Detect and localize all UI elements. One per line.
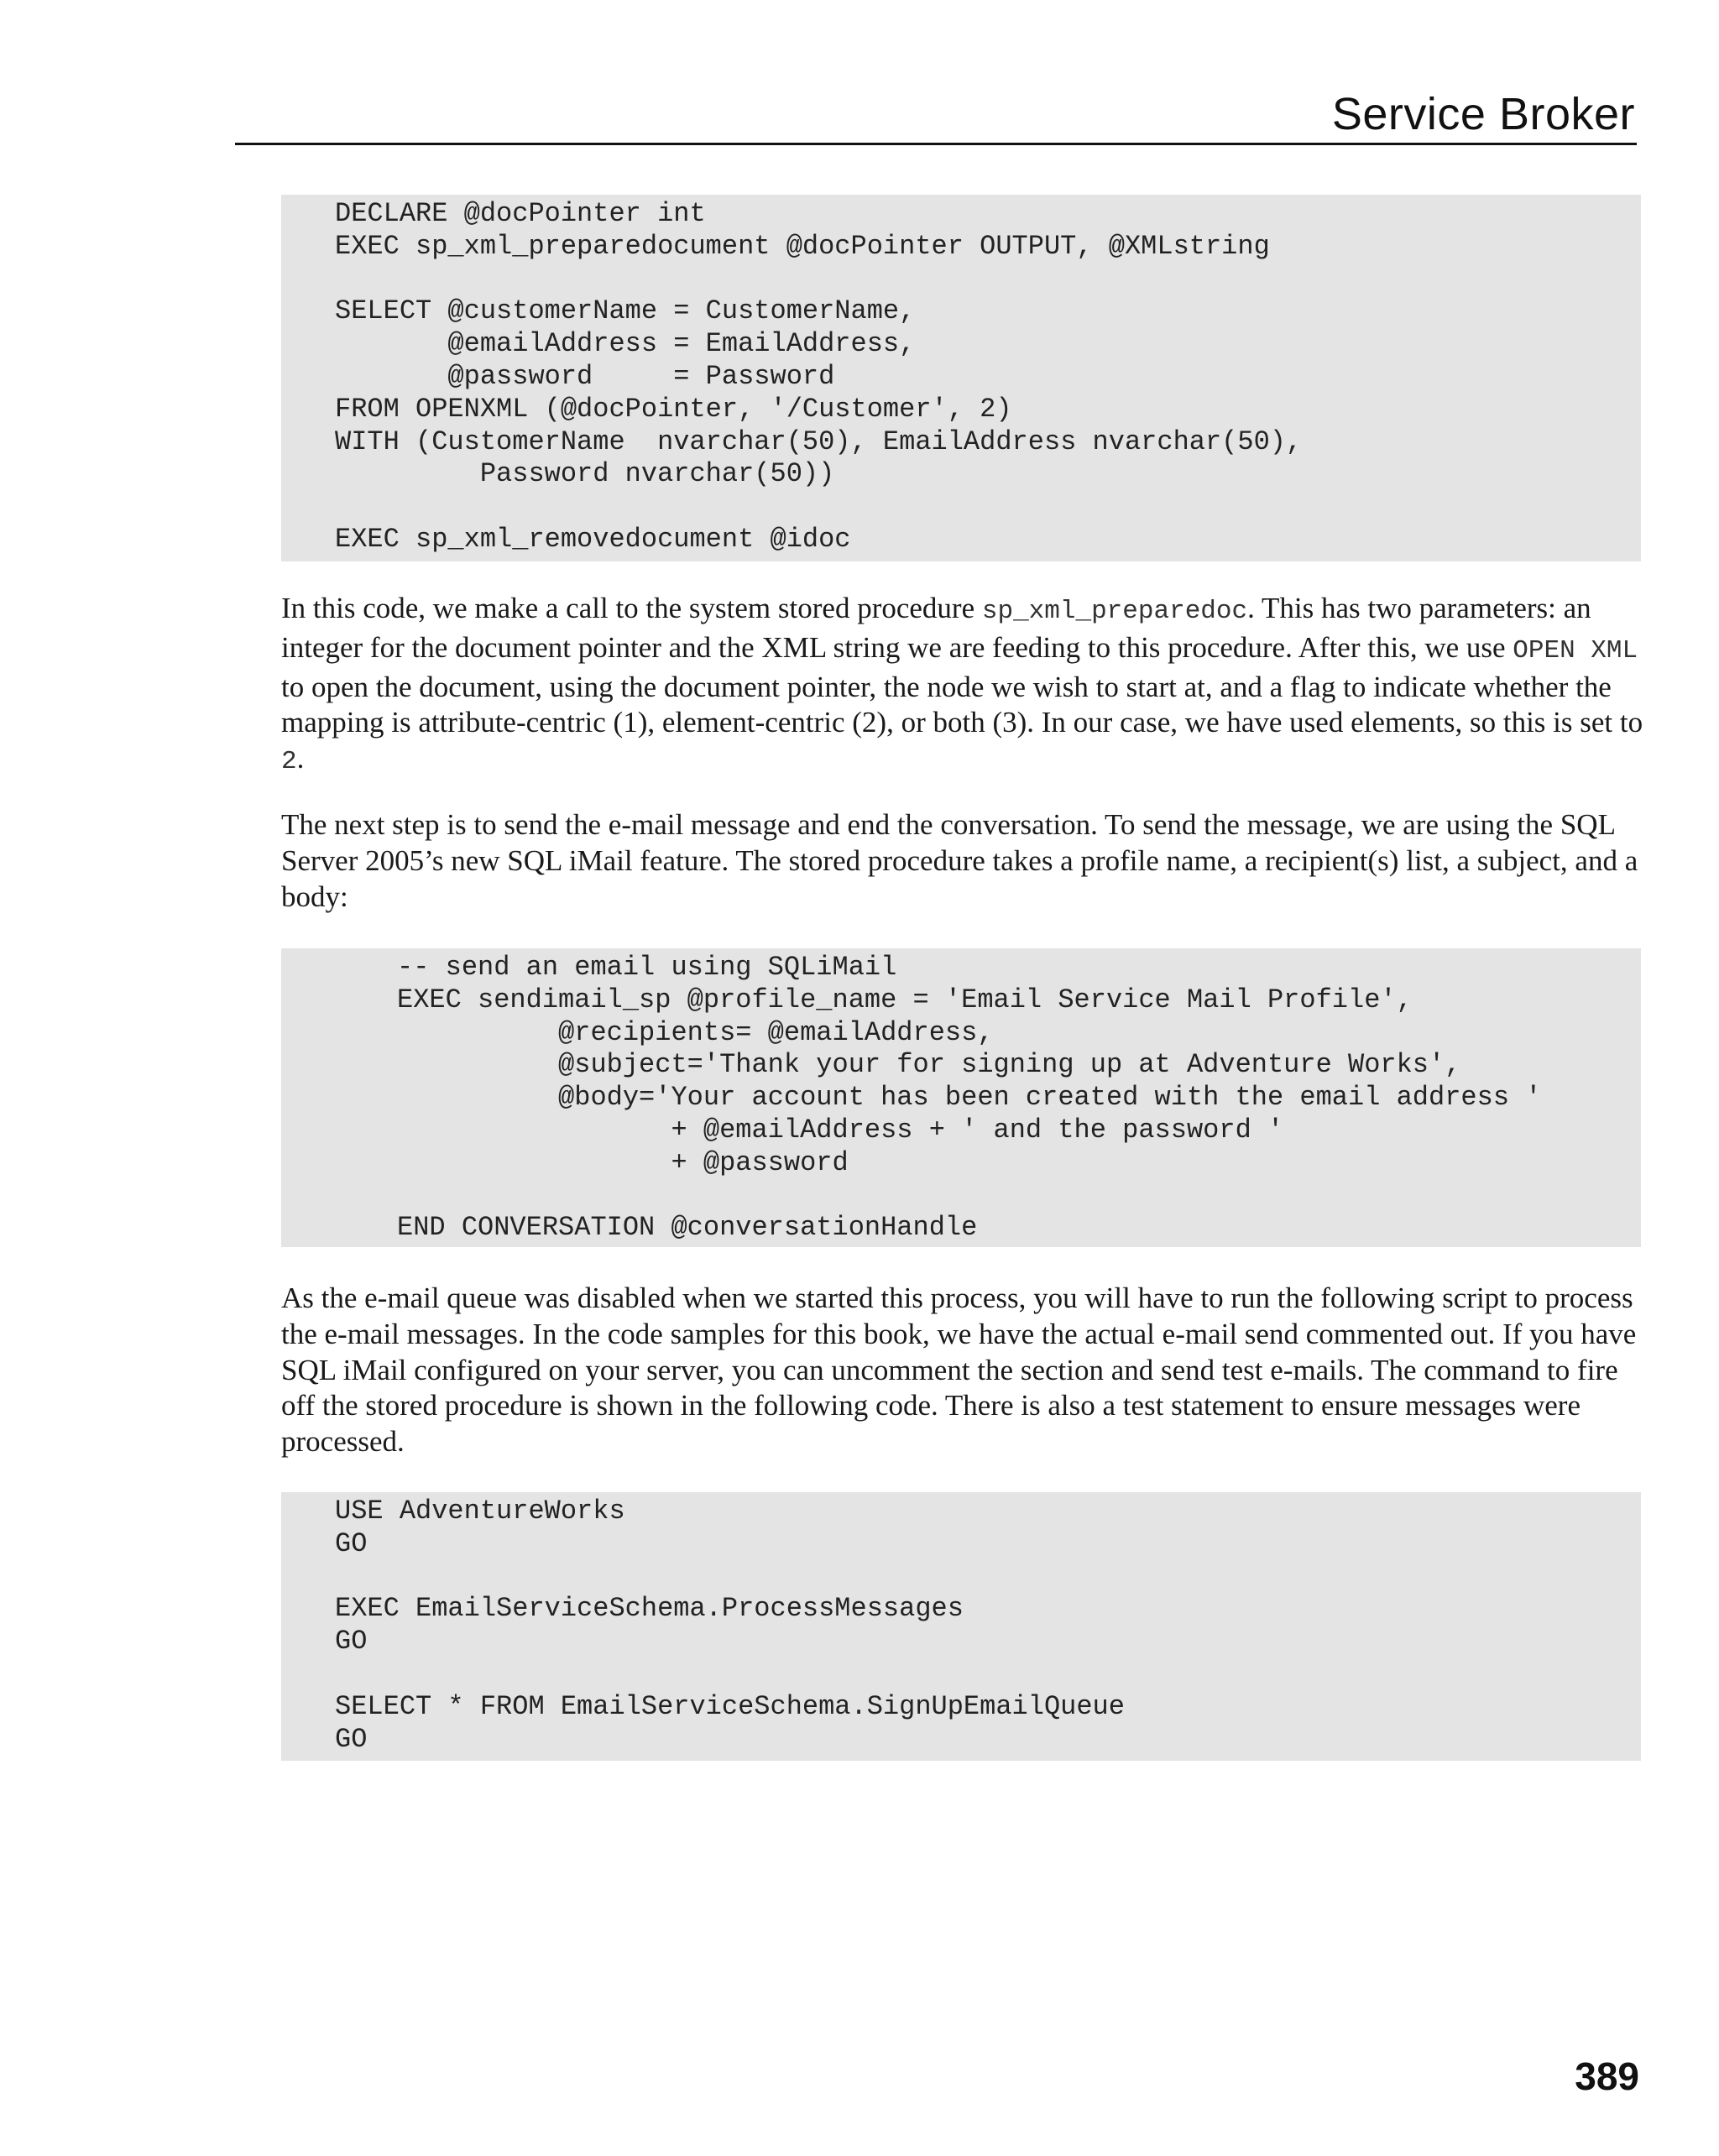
code-line: @emailAddress = EmailAddress, [335,328,916,360]
code-line: END CONVERSATION @conversationHandle [397,1212,978,1244]
code-block-send-email [281,948,1641,1247]
inline-code: sp_xml_preparedoc [981,597,1248,626]
code-line: @subject='Thank your for signing up at Adventure Works', [397,1049,1461,1081]
code-line: USE AdventureWorks [335,1496,625,1527]
code-line: @body='Your account has been created with the email address ' [397,1082,1542,1114]
code-line: GO [335,1527,368,1559]
code-block-openxml [281,195,1641,561]
paragraph-process-queue: As the e-mail queue was disabled when we started this process, you will have to run the following script to process the e-mail messages. In the code samples for this book, we have the actual e-mail send commented out. If you have SQL iMail configured on your server, you can uncomment the section and send test e-mails. The command to fire off the stored procedure is shown in the following code. There is also a test statement to ensure messages were processed. [281,1282,1637,1459]
code-line: @recipients= @emailAddress, [397,1016,994,1048]
code-line: + @emailAddress + ' and the password ' [397,1114,1284,1146]
paragraph-text: . This has two parameters: an integer for the document pointer and the XML string we are feeding to this procedure. After this, we use [281,592,1591,664]
code-line: + @password [397,1146,849,1178]
code-line: -- send an email using SQLiMail [397,952,897,983]
code-line: WITH (CustomerName nvarchar(50), EmailAddress nvarchar(50), [335,425,1303,457]
code-line: @password = Password [335,360,835,392]
code-line: Password nvarchar(50)) [335,458,835,490]
code-line [335,264,1641,296]
code-line: EXEC EmailServiceSchema.ProcessMessages [335,1593,964,1625]
paragraph-text: In this code, we make a call to the system stored procedure [281,592,982,624]
inline-code: OPEN XML [1513,635,1638,666]
inline-code: 2 [281,747,297,777]
code-line: EXEC sp_xml_removedocument @idoc [335,523,851,555]
code-line: SELECT * FROM EmailServiceSchema.SignUpEmailQueue [335,1690,1125,1722]
paragraph-openxml-explanation [281,591,1649,780]
code-line: GO [335,1723,368,1755]
running-header-title: Service Broker [1331,89,1635,139]
code-line [397,1180,1641,1213]
code-line: EXEC sp_xml_preparedocument @docPointer OUTPUT, @XMLstring [335,230,1270,262]
paragraph-text: to open the document, using the document pointer, the node we wish to start at, and a flag to indicate whether the mapping is attribute-centric (1), element-centric (2), or both (3). In our case, we have used elements, so this is set to [281,670,1643,739]
code-line: SELECT @customerName = CustomerName, [335,295,916,327]
page-number: 389 [1575,2054,1639,2098]
code-line: DECLARE @docPointer int [335,198,706,229]
code-line [335,491,1641,524]
code-line [335,1561,1641,1594]
code-line: EXEC sendimail_sp @profile_name = 'Email Service Mail Profile', [397,984,1413,1015]
header-rule [235,143,1637,145]
code-line: GO [335,1626,368,1657]
code-line [335,1658,1641,1691]
code-line: FROM OPENXML (@docPointer, '/Customer', 2) [335,393,1012,425]
paragraph-text: . [296,742,305,775]
code-block-process-messages [281,1492,1641,1761]
paragraph-send-email: The next step is to send the e-mail message and end the conversation. To send the message, we are using the SQL Server 2005’s new SQL iMail feature. The stored procedure takes a profile name, a recipient(s) list, a subject, and a body: [281,808,1638,913]
